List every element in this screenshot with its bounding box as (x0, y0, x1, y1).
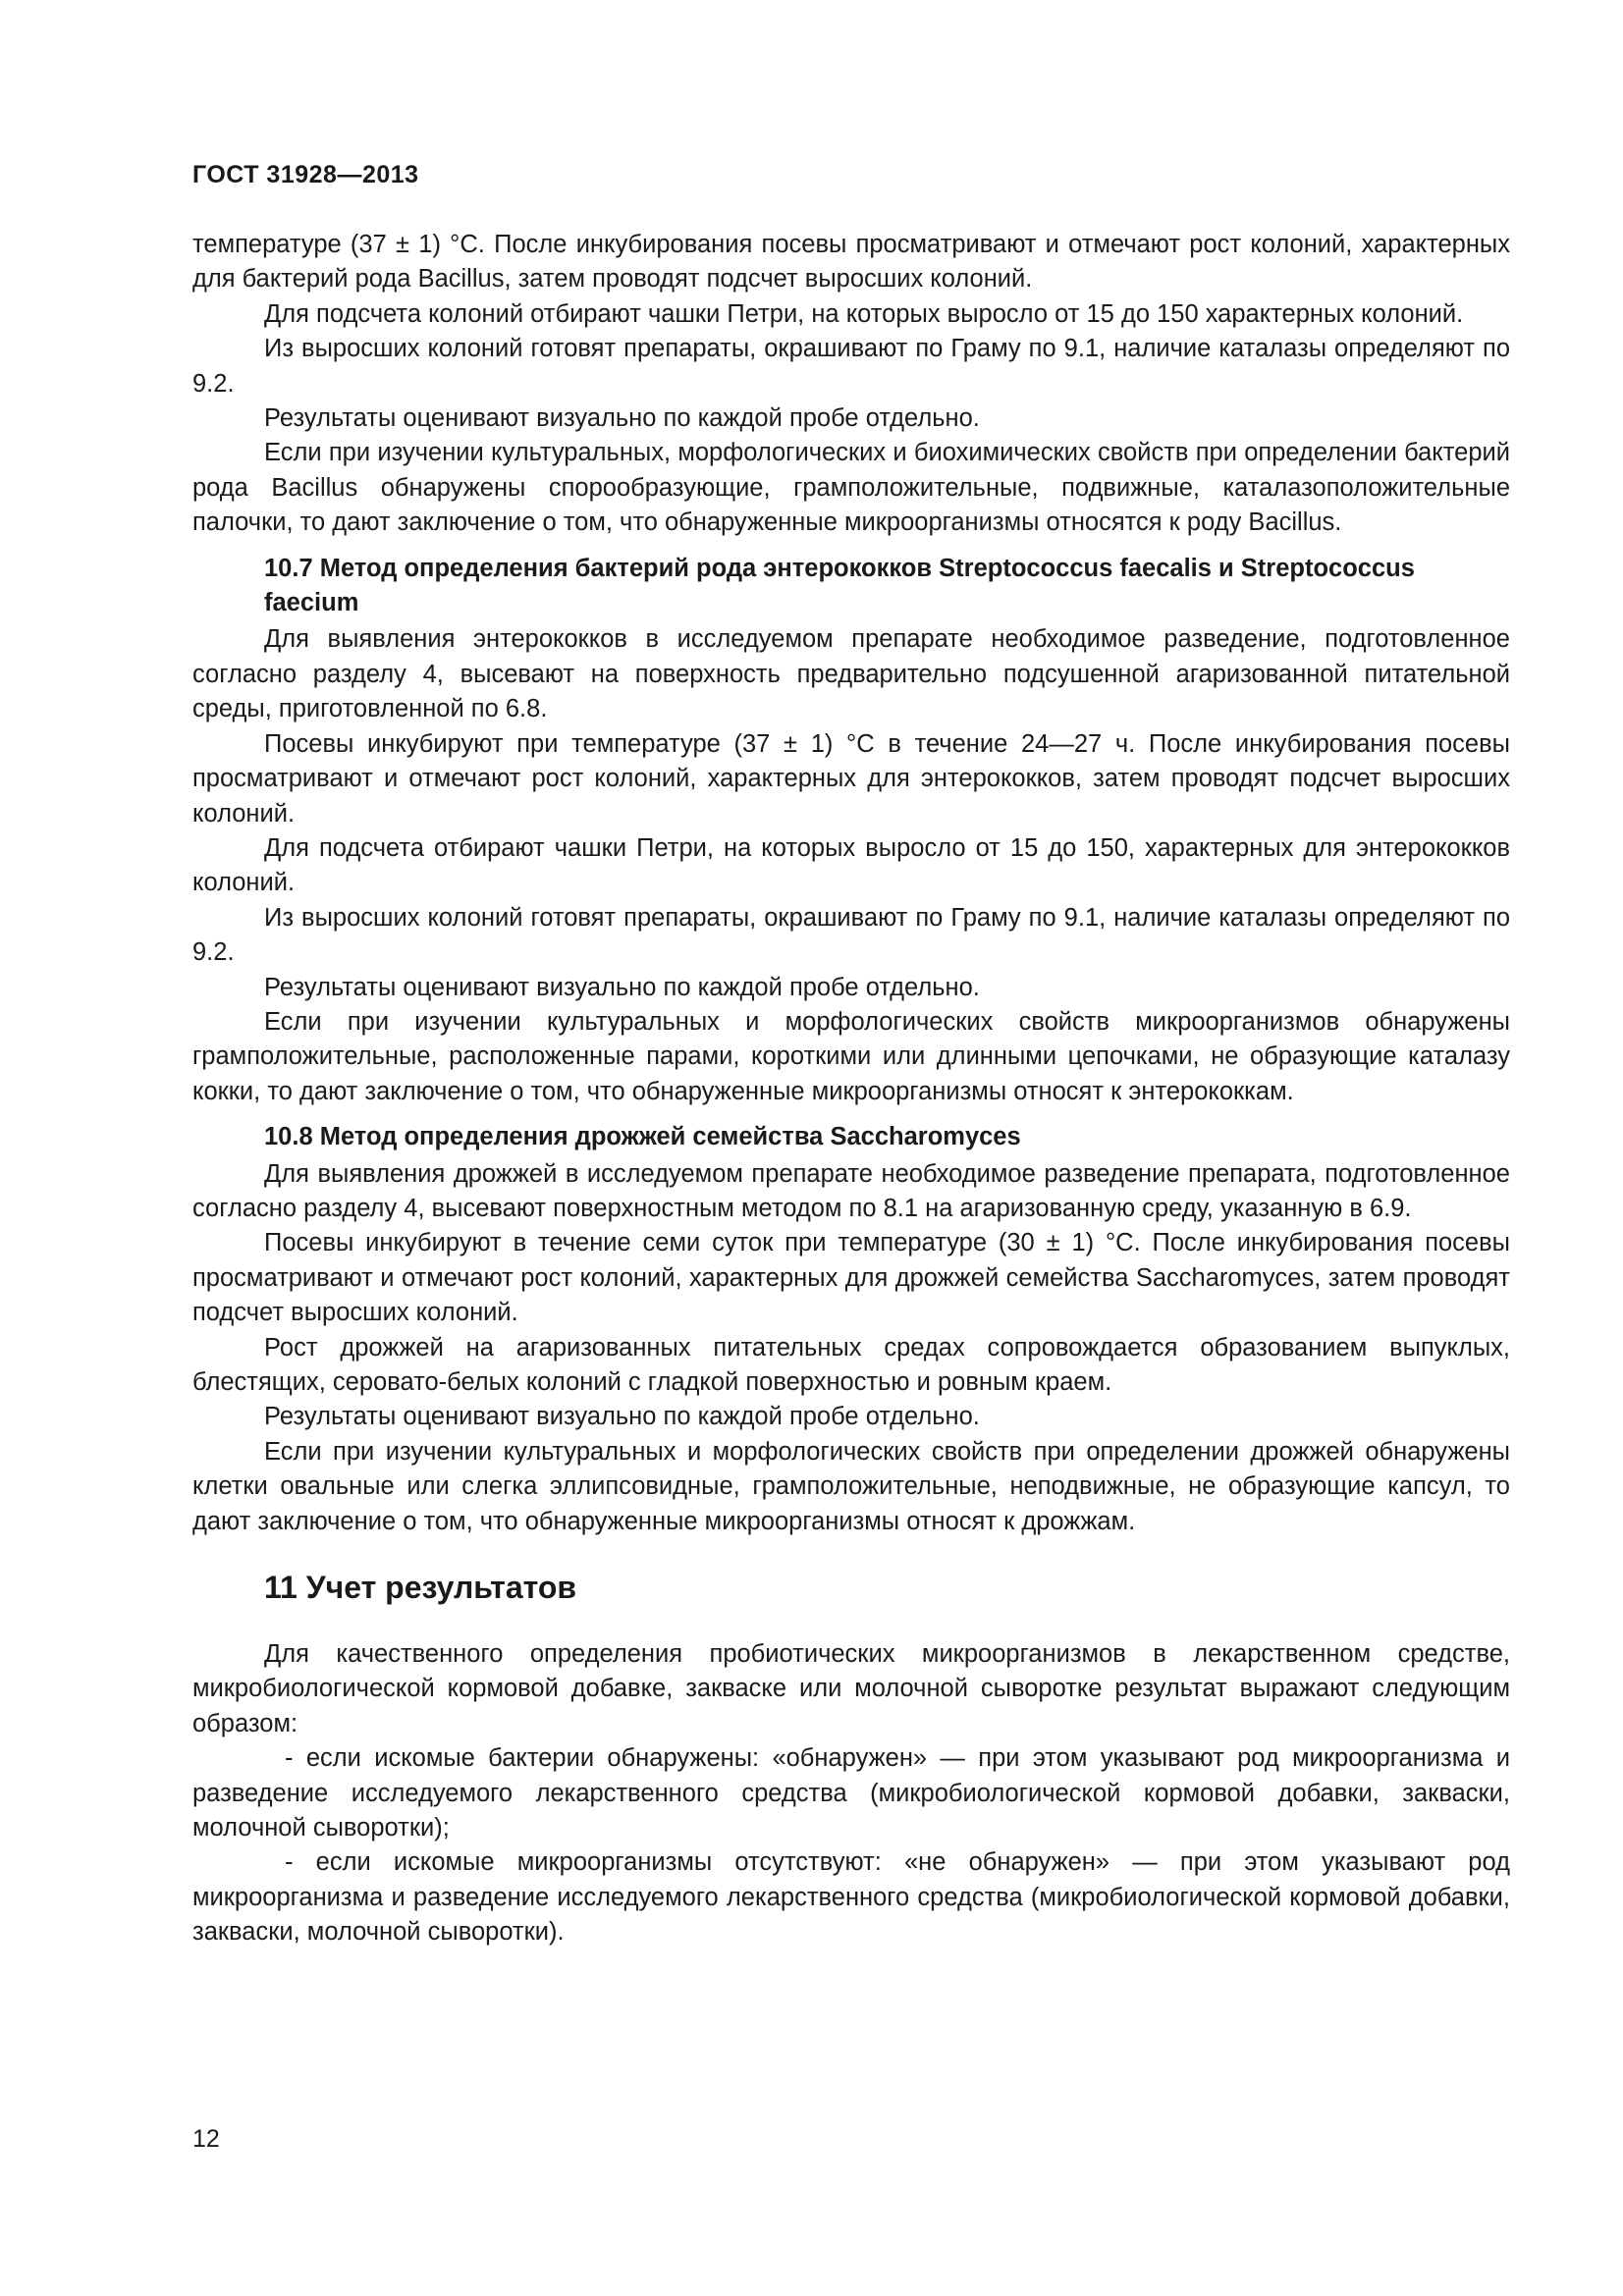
subsection-heading-10-7: 10.7 Метод определения бактерий рода энтерококков Streptococcus faecalis и Streptococcus faecium (264, 554, 1415, 617)
paragraph: Посевы инкубируют в течение семи суток при температуре (30 ± 1) °С. После инкубирования посевы просматривают и отмечают рост колоний, характерных для дрожжей семейства Saccharomyces, затем проводят подсчет выросших колоний. (192, 1229, 1510, 1327)
paragraph: Результаты оценивают визуально по каждой пробе отдельно. (264, 404, 980, 433)
paragraph: Из выросших колоний готовят препараты, окрашивают по Граму по 9.1, наличие каталазы определяют по 9.2. (192, 903, 1510, 967)
paragraph: Результаты оценивают визуально по каждой пробе отдельно. (264, 1403, 980, 1431)
list-item: - если искомые бактерии обнаружены: «обнаружен» — при этом указывают род микроорганизма и разведение исследуемого лекарственного средства (микробиологической кормовой добавки, закваски, молочной сыворотки); (192, 1744, 1510, 1842)
paragraph: Если при изучении культуральных, морфологических и биохимических свойств при определении бактерий рода Bacillus обнаружены спорообразующие, грамположительные, подвижные, каталазоположительные палочки, то дают заключение о том, что обнаруженные микроорганизмы относятся к роду Bacillus. (192, 439, 1510, 537)
paragraph: Для выявления дрожжей в исследуемом препарате необходимое разведение препарата, подготовленное согласно разделу 4, высевают поверхностным методом по 8.1 на агаризованную среду, указанную в 6.9. (192, 1159, 1510, 1222)
paragraph: Для выявления энтерококков в исследуемом препарате необходимое разведение, подготовленное согласно разделу 4, высевают на поверхность предварительно подсушенной агаризованной питательной среды, приготовленной по 6.8. (192, 625, 1510, 723)
section-heading-11: 11 Учет результатов (264, 1570, 577, 1606)
page-number: 12 (192, 2125, 220, 2153)
paragraph: Рост дрожжей на агаризованных питательных средах сопровождается образованием выпуклых, блестящих, серовато-белых колоний с гладкой поверхностью и ровным краем. (192, 1333, 1510, 1396)
document-header: ГОСТ 31928—2013 (192, 161, 419, 188)
paragraph: температуре (37 ± 1) °С. После инкубирования посевы просматривают и отмечают рост колоний, характерных для бактерий рода Bacillus, затем проводят подсчет выросших колоний. (192, 231, 1510, 294)
subsection-heading-10-8: 10.8 Метод определения дрожжей семейства Saccharomyces (264, 1123, 1021, 1151)
page-body (192, 228, 1510, 1950)
paragraph: Из выросших колоний готовят препараты, окрашивают по Граму по 9.1, наличие каталазы определяют по 9.2. (192, 335, 1510, 398)
paragraph: Если при изучении культуральных и морфологических свойств микроорганизмов обнаружены грамположительные, расположенные парами, короткими или длинными цепочками, не образующие каталазу кокки, то дают заключение о том, что обнаруженные микроорганизмы относят к энтерококкам. (192, 1007, 1510, 1105)
paragraph: Если при изучении культуральных и морфологических свойств при определении дрожжей обнаружены клетки овальные или слегка эллипсовидные, грамположительные, неподвижные, не образующие капсул, то дают заключение о том, что обнаруженные микроорганизмы относят к дрожжам. (192, 1437, 1510, 1535)
paragraph: Для качественного определения пробиотических микроорганизмов в лекарственном средстве, микробиологической кормовой добавке, закваске или молочной сыворотке результат выражают следующим образом: (192, 1640, 1510, 1737)
paragraph: Для подсчета отбирают чашки Петри, на которых выросло от 15 до 150, характерных для энтерококков колоний. (192, 833, 1510, 897)
paragraph: Результаты оценивают визуально по каждой пробе отдельно. (264, 973, 980, 1001)
paragraph: Посевы инкубируют при температуре (37 ± 1) °С в течение 24—27 ч. После инкубирования посевы просматривают и отмечают рост колоний, характерных для энтерококков, затем проводят подсчет выросших колоний. (192, 729, 1510, 828)
list-item: - если искомые микроорганизмы отсутствуют: «не обнаружен» — при этом указывают род микроорганизма и разведение исследуемого лекарственного средства (микробиологической кормовой добавки, закваски, молочной сыворотки). (192, 1848, 1510, 1947)
paragraph: Для подсчета колоний отбирают чашки Петри, на которых выросло от 15 до 150 характерных колоний. (264, 299, 1464, 328)
